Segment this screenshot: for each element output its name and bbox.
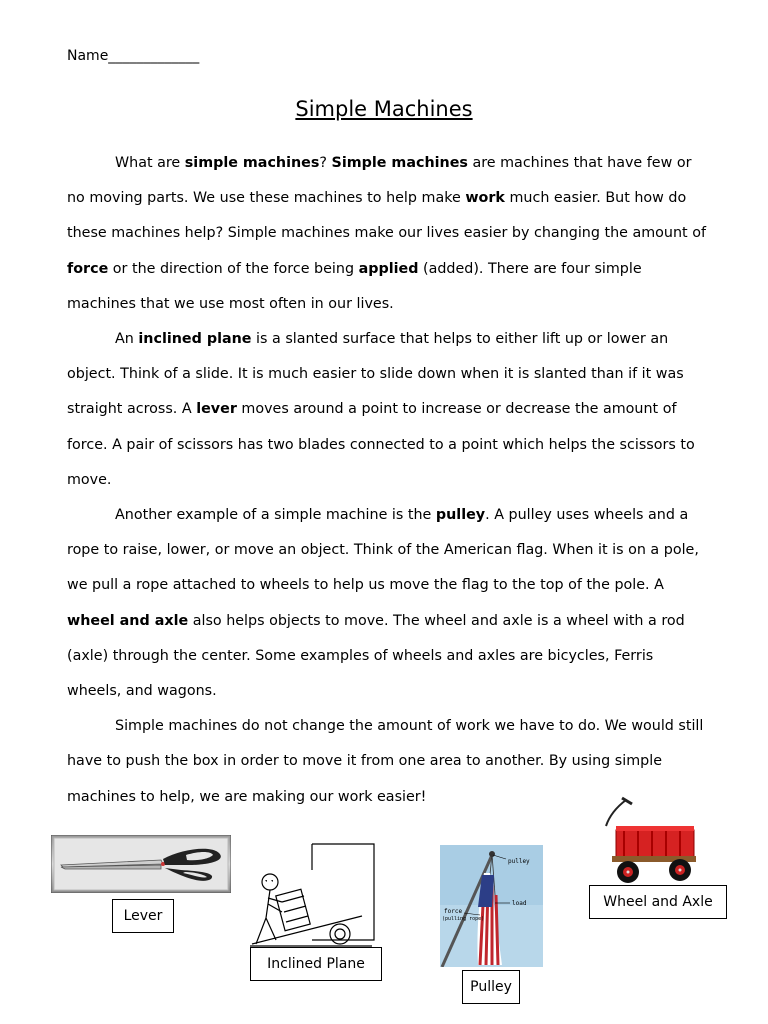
wagon-image xyxy=(598,796,700,886)
text-run: (added). There are four simple machines that we use most often in our lives. xyxy=(67,260,642,312)
bold-term: applied xyxy=(358,260,419,277)
bold-term: pulley xyxy=(435,507,486,524)
text-run: are machines that have few or no moving parts. We use these machines to help make xyxy=(67,155,692,207)
text-run: much easier. But how do these machines help? Simple machines make our lives easier by changing the amount of xyxy=(67,190,706,242)
pulling-rope-label: (pulling rope) xyxy=(442,916,485,922)
text-run: also helps objects to move. The wheel and axle is a wheel with a rod (axle) through the center. Some examples of wheels and axles are bicycles, Ferris wheels, and wagons. xyxy=(67,612,685,700)
text-run: ? xyxy=(319,155,332,171)
pulley-flag-image xyxy=(440,845,543,967)
scissors-image xyxy=(51,835,231,893)
text-run: An xyxy=(115,331,139,348)
inclined-plane-image xyxy=(246,840,376,950)
text-run: . A pulley uses wheels and a rope to raise, lower, or move an object. Think of the American flag. When it is on a pole, we pull a rope attached to wheels to help us move the flag to the top of the pole. A xyxy=(67,507,699,594)
pulley-label: pulley xyxy=(508,858,530,865)
force-label: force xyxy=(444,908,463,915)
bold-term: work xyxy=(465,190,505,207)
text-run: moves around a point to increase or decrease the amount of force. A pair of scissors has two blades connected to a point which helps the scissors to move. xyxy=(67,401,695,488)
text-run: or the direction of the force being xyxy=(108,260,359,277)
paragraph-3 xyxy=(67,498,707,709)
name-field: Name_____________ xyxy=(67,48,200,64)
body-text xyxy=(67,146,707,815)
page-title: Simple Machines xyxy=(295,97,473,121)
wheel-and-axle-caption: Wheel and Axle xyxy=(589,885,727,919)
paragraph-1 xyxy=(67,146,707,322)
bold-term: simple machines xyxy=(184,155,320,171)
lever-caption: Lever xyxy=(112,899,174,933)
text-run: Simple machines do not change the amount of work we have to do. We would still have to push the box in order to move it from one area to another. By using simple machines to help, we are making our work easier! xyxy=(67,718,704,805)
text-run: is a slanted surface that helps to either lift up or lower an object. Think of a slide. It is much easier to slide down when it is slanted than if it was straight across. A xyxy=(67,331,684,418)
bold-term: wheel and axle xyxy=(67,612,189,629)
inclined-plane-caption: Inclined Plane xyxy=(250,947,382,981)
bold-term: inclined plane xyxy=(138,331,252,348)
pulley-caption: Pulley xyxy=(462,970,520,1004)
text-run: Another example of a simple machine is the xyxy=(115,507,436,524)
bold-term: lever xyxy=(196,401,237,418)
load-label: load xyxy=(512,900,527,907)
bold-term: Simple machines xyxy=(331,155,468,171)
bold-term: force xyxy=(67,260,109,277)
paragraph-2 xyxy=(67,322,707,498)
text-run: What are xyxy=(115,155,185,171)
